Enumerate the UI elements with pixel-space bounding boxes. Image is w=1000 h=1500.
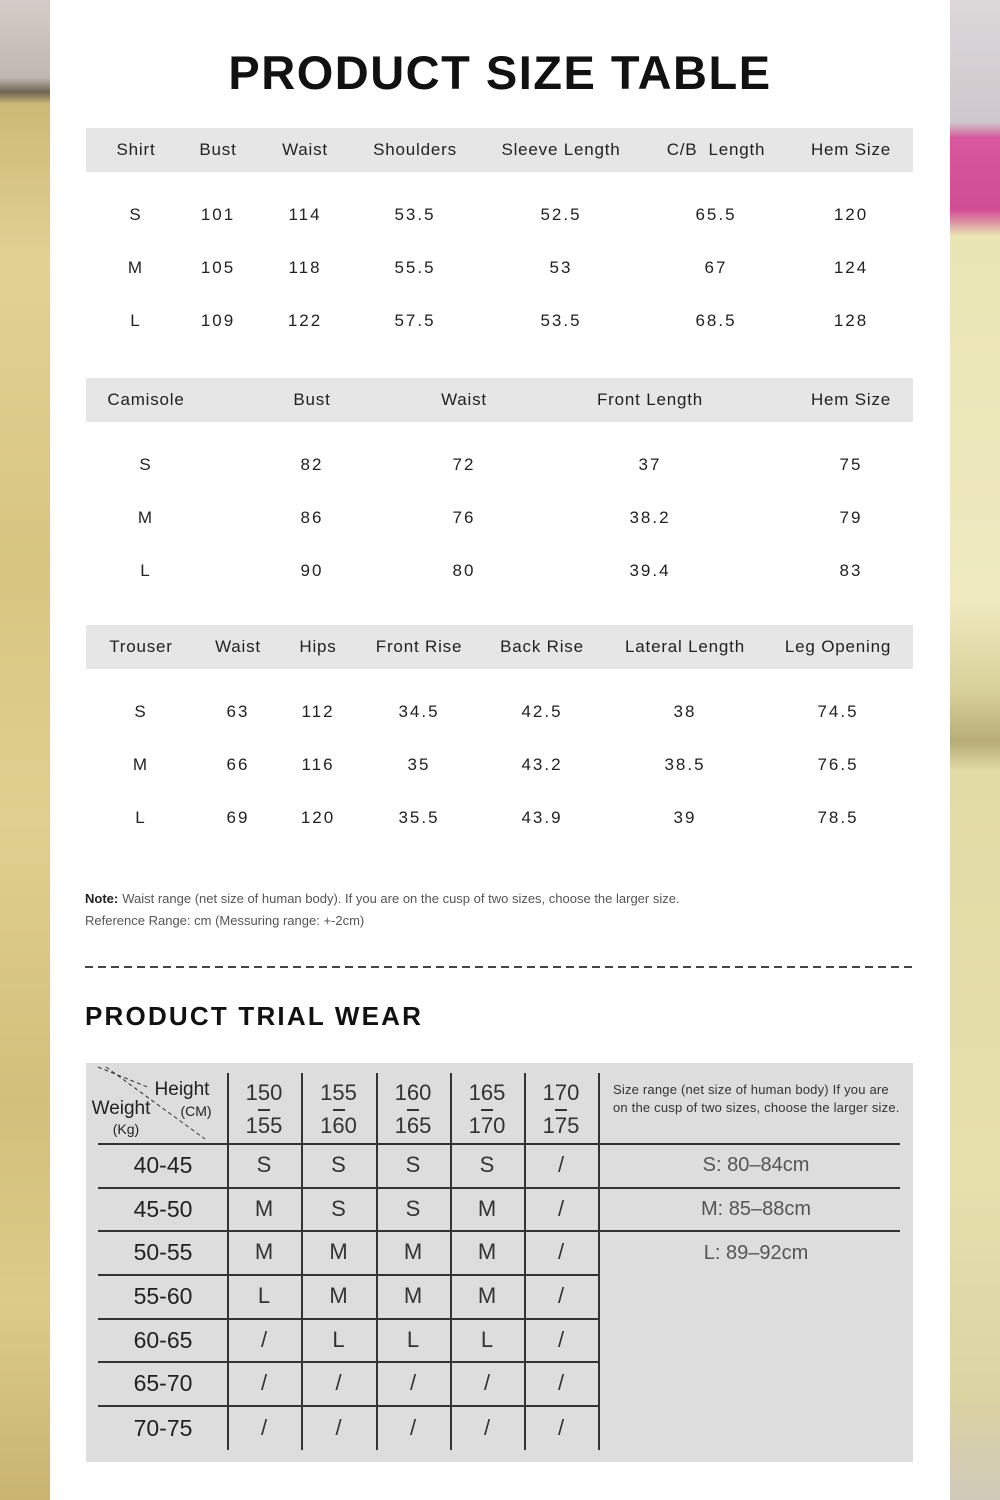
column-header: Leg Opening: [784, 637, 892, 656]
height-to: 160: [320, 1113, 357, 1138]
column-header: Front Length: [597, 390, 703, 409]
height-unit-label: (CM): [180, 1103, 212, 1119]
size-cell: /: [557, 1239, 565, 1264]
note-label: Note:: [85, 891, 119, 906]
dashed-divider: [85, 966, 913, 968]
table-cell: 83: [839, 561, 863, 580]
table-cell: 79: [839, 508, 863, 527]
table-cell: 75: [839, 455, 863, 474]
grid-line-horizontal: [98, 1274, 598, 1276]
size-cell: M: [403, 1239, 423, 1264]
waist-note: [85, 890, 680, 908]
size-cell: M: [477, 1283, 497, 1308]
size-range-s: S: 80–84cm: [702, 1154, 810, 1176]
size-cell: M: [329, 1239, 348, 1264]
height-from: 160: [394, 1080, 432, 1105]
column-header: Shirt: [116, 140, 156, 159]
weight-range-label: 70-75: [133, 1414, 193, 1441]
column-header: Hem Size: [810, 140, 892, 159]
column-header: Waist: [441, 390, 487, 409]
grid-line-vertical: [227, 1073, 229, 1450]
size-label: M: [137, 508, 155, 527]
table-cell: 38.2: [629, 508, 671, 527]
table-cell: 74.5: [817, 702, 859, 721]
table-cell: 120: [833, 205, 869, 224]
size-label: L: [130, 311, 142, 330]
table-cell: 69: [226, 808, 250, 827]
table-cell: 80: [452, 561, 476, 580]
column-header: Camisole: [107, 390, 185, 409]
weight-range-label: 40-45: [133, 1152, 193, 1178]
table-cell: 105: [200, 258, 236, 277]
grid-line-vertical: [450, 1073, 452, 1450]
grid-line-vertical: [598, 1073, 600, 1450]
size-cell: /: [557, 1283, 565, 1308]
size-cell: /: [409, 1370, 417, 1395]
size-cell: /: [483, 1414, 491, 1440]
table-cell: 43.2: [521, 755, 563, 774]
size-cell: L: [332, 1326, 345, 1352]
table-cell: 53.5: [394, 205, 436, 224]
table-cell: 76: [452, 508, 476, 527]
size-range-m: M: 85–88cm: [700, 1198, 812, 1220]
table-cell: 63: [226, 702, 250, 721]
grid-line-horizontal: [98, 1230, 900, 1232]
table-cell: 38: [673, 702, 697, 721]
table-cell: 112: [301, 702, 335, 721]
weight-axis-label: Weight: [91, 1098, 151, 1119]
height-from: 150: [245, 1080, 283, 1105]
table-cell: 37: [638, 455, 662, 474]
column-header: Front Rise: [375, 637, 463, 656]
page-title: PRODUCT SIZE TABLE: [228, 46, 772, 99]
size-cell: /: [260, 1326, 268, 1352]
size-cell: L: [480, 1326, 494, 1352]
grid-line-vertical: [376, 1073, 378, 1450]
column-header: Waist: [215, 637, 261, 656]
size-cell: L: [257, 1283, 271, 1308]
grid-line-horizontal: [98, 1361, 598, 1363]
table-cell: 124: [833, 258, 869, 277]
table-cell: 68.5: [695, 311, 737, 330]
table-cell: 34.5: [398, 702, 440, 721]
height-to: 155: [245, 1113, 283, 1138]
grid-line-vertical: [524, 1073, 526, 1450]
table-cell: 35: [407, 755, 431, 774]
table-cell: 128: [833, 311, 869, 330]
weight-unit-label: (Kg): [112, 1121, 140, 1137]
column-header: Hem Size: [810, 390, 892, 409]
table-cell: 67: [704, 258, 728, 277]
size-label: S: [129, 205, 143, 224]
size-cell: /: [409, 1414, 417, 1440]
size-cell: L: [406, 1326, 420, 1352]
size-label: M: [132, 755, 150, 774]
column-header: Sleeve Length: [501, 140, 621, 159]
table-cell: 76.5: [817, 755, 859, 774]
shirt-size-table: [0, 128, 1000, 348]
table-cell: 122: [287, 311, 323, 330]
column-header: Back Rise: [500, 637, 584, 656]
table-cell: 38.5: [664, 755, 706, 774]
weight-range-label: 55-60: [133, 1283, 193, 1309]
table-cell: 86: [300, 508, 324, 527]
size-cell: /: [557, 1152, 565, 1177]
size-label: L: [140, 561, 152, 580]
column-header: Hips: [299, 637, 337, 656]
range-dash: [555, 1109, 567, 1111]
size-cell: /: [335, 1370, 342, 1395]
grid-line-horizontal: [98, 1143, 900, 1145]
camisole-size-table: [0, 378, 1000, 598]
size-cell: /: [260, 1370, 268, 1395]
table-cell: 65.5: [695, 205, 737, 224]
column-header: Trouser: [109, 637, 173, 656]
size-cell: /: [335, 1414, 342, 1440]
weight-range-label: 65-70: [133, 1370, 193, 1396]
table-cell: 78.5: [817, 808, 859, 827]
grid-line-vertical: [301, 1073, 303, 1450]
trouser-size-table: [0, 625, 1000, 845]
column-header: C/B Length: [666, 140, 766, 159]
size-cell: S: [331, 1152, 346, 1177]
grid-line-horizontal: [98, 1405, 598, 1407]
table-cell: 120: [300, 808, 336, 827]
table-cell: 43.9: [521, 808, 563, 827]
table-cell: 82: [300, 455, 324, 474]
range-dash: [258, 1109, 270, 1111]
table-cell: 114: [288, 205, 322, 224]
table-cell: 52.5: [540, 205, 582, 224]
size-cell: M: [477, 1195, 497, 1221]
size-range-l: L: 89–92cm: [703, 1242, 809, 1264]
size-cell: S: [405, 1152, 421, 1177]
table-cell: 53: [549, 258, 573, 277]
size-label: S: [134, 702, 148, 721]
table-cell: 53.5: [540, 311, 582, 330]
table-cell: 72: [452, 455, 476, 474]
height-from: 165: [468, 1080, 506, 1105]
trial-wear-title: PRODUCT TRIAL WEAR: [85, 1001, 424, 1031]
table-cell: 101: [200, 205, 236, 224]
size-cell: S: [479, 1152, 495, 1177]
table-cell: 39: [673, 808, 697, 827]
weight-range-label: 45-50: [133, 1195, 193, 1222]
range-dash: [333, 1109, 345, 1111]
column-header: Bust: [199, 140, 237, 159]
size-cell: M: [403, 1283, 423, 1308]
column-header: Lateral Length: [625, 637, 745, 656]
column-header: Waist: [282, 140, 328, 159]
table-cell: 66: [226, 755, 250, 774]
table-cell: 57.5: [394, 311, 436, 330]
table-cell: 55.5: [394, 258, 436, 277]
height-axis-label: Height: [154, 1079, 210, 1100]
table-cell: 90: [300, 561, 324, 580]
grid-line-horizontal: [98, 1318, 598, 1320]
size-label: S: [139, 455, 153, 474]
table-cell: 39.4: [629, 561, 671, 580]
size-cell: /: [557, 1414, 565, 1440]
reference-range-note: Reference Range: cm (Messuring range: +-2cm): [85, 913, 365, 928]
table-cell: 42.5: [521, 702, 563, 721]
size-range-note: Size range (net size of human body) If you are on the cusp of two sizes, choose the larger size.: [613, 1082, 900, 1115]
height-from: 155: [320, 1080, 357, 1105]
size-cell: M: [254, 1239, 274, 1264]
height-to: 170: [468, 1113, 506, 1138]
range-dash: [407, 1109, 419, 1111]
size-cell: /: [483, 1370, 491, 1395]
weight-range-label: 50-55: [133, 1239, 193, 1265]
height-from: 170: [542, 1080, 580, 1105]
size-cell: /: [260, 1414, 268, 1440]
size-label: M: [127, 258, 145, 277]
size-cell: S: [256, 1152, 272, 1177]
size-cell: M: [477, 1239, 497, 1264]
table-header-band: [86, 378, 913, 422]
trial-wear-table: [86, 1063, 913, 1462]
column-header: Shoulders: [373, 140, 457, 159]
table-cell: 116: [301, 755, 335, 774]
size-cell: M: [254, 1195, 274, 1221]
size-label: L: [135, 808, 147, 827]
note-text: Waist range (net size of human body). If you are on the cusp of two sizes, choose the larger size.: [122, 891, 680, 906]
size-cell: /: [557, 1326, 565, 1352]
size-cell: S: [331, 1195, 346, 1221]
grid-line-horizontal: [98, 1187, 900, 1189]
column-header: Bust: [293, 390, 331, 409]
size-cell: S: [405, 1195, 421, 1221]
height-to: 165: [394, 1113, 432, 1138]
table-cell: 35.5: [398, 808, 440, 827]
size-cell: /: [557, 1370, 565, 1395]
table-cell: 109: [200, 311, 236, 330]
height-to: 175: [542, 1113, 580, 1138]
weight-range-label: 60-65: [133, 1326, 193, 1353]
range-dash: [481, 1109, 493, 1111]
size-cell: /: [557, 1195, 565, 1221]
size-cell: M: [329, 1283, 348, 1308]
table-cell: 118: [288, 258, 322, 277]
